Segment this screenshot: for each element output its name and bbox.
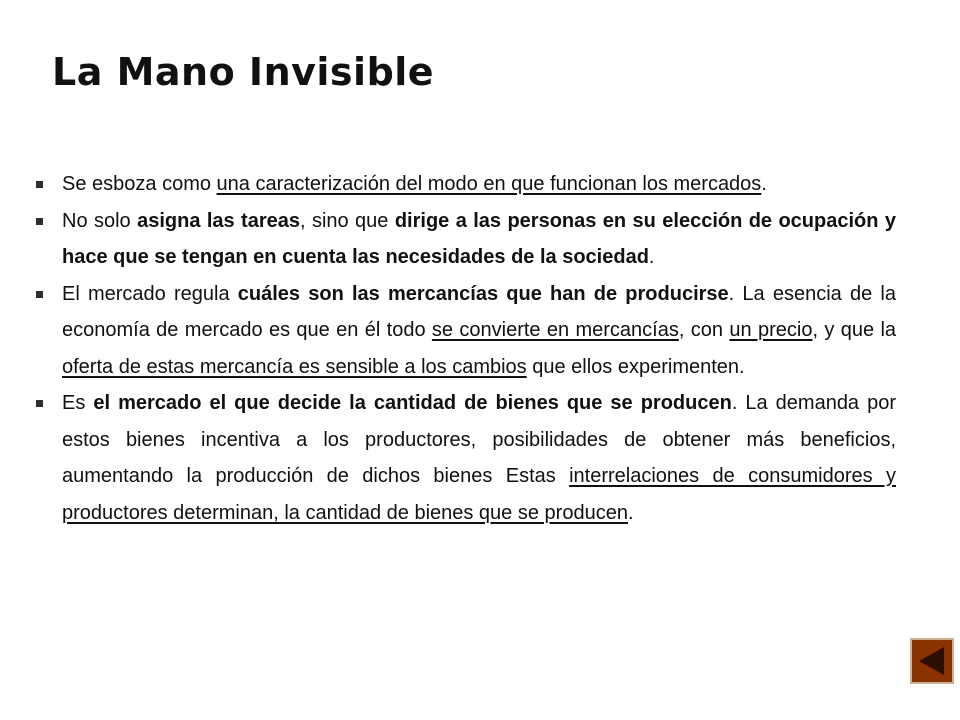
- bullet-item: [30, 385, 896, 531]
- bullet-text: Se esboza como una caracterización del modo en que funcionan los mercados.: [62, 173, 767, 195]
- square-bullet-icon: [36, 218, 43, 225]
- bullet-text: El mercado regula cuáles son las mercancías que han de producirse. La esencia de la economía de mercado es que en él todo se convierte en mercancías, con un precio, y que la oferta de estas mercancía es sensible a los cambios que ellos experimenten.: [62, 282, 897, 378]
- slide-title: La Mano Invisible: [52, 50, 435, 94]
- bullet-item: [30, 203, 896, 276]
- bullet-text: No solo asigna las tareas, sino que dirige a las personas en su elección de ocupación y hace que se tengan en cuenta las necesidades de la sociedad.: [62, 209, 896, 268]
- square-bullet-icon: [36, 181, 43, 188]
- bullet-text: Es el mercado el que decide la cantidad de bienes que se producen. La demanda por estos bienes incentiva a los productores, posibilidades de obtener más beneficios, aumentando la producción de dichos bienes Estas interrelaciones de consumidores y productores determinan, la cantidad de bienes que se producen.: [62, 392, 896, 524]
- bullet-list: [30, 166, 896, 531]
- bullet-item: [30, 166, 896, 203]
- square-bullet-icon: [36, 291, 43, 298]
- triangle-left-icon: [916, 645, 948, 677]
- square-bullet-icon: [36, 400, 43, 407]
- back-button[interactable]: [910, 638, 954, 684]
- bullet-item: [30, 276, 896, 386]
